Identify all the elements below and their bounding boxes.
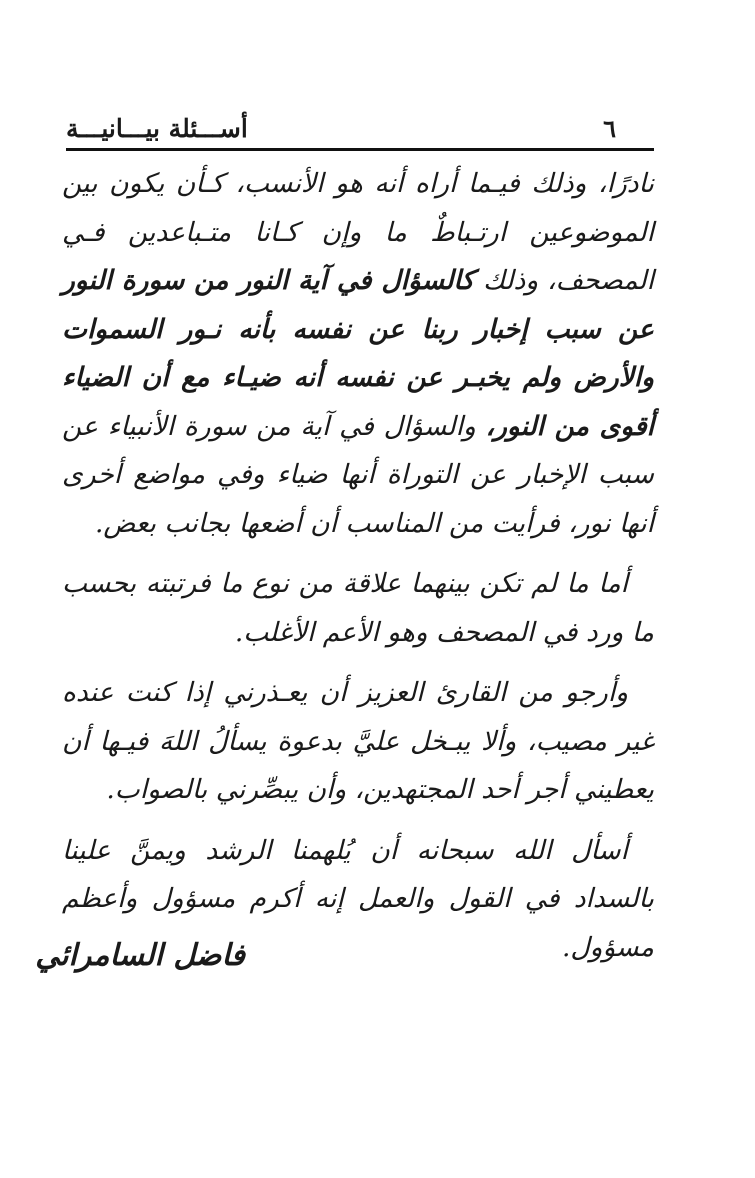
page-number: ٦ xyxy=(603,114,616,143)
paragraph-2-text: أما ما لم تكن بينهما علاقة من نوع ما فرتبته بحسب ما ورد في المصحف وهو الأعم الأغلب. xyxy=(62,568,654,648)
paragraph-1 xyxy=(62,160,654,548)
paragraph-3 xyxy=(62,669,654,815)
header-rule xyxy=(66,148,654,151)
running-header xyxy=(66,112,654,152)
paragraph-3-text: وأرجو من القارئ العزيز أن يعـذرني إذا كنت عنده غير مصيب، وألا يبـخل عليَّ بدعوة يسألُ اللهَ فيـها أن يعطيني أجر أحد المجتهدين، وأن يبصِّرني بالصواب. xyxy=(62,677,654,805)
author-signature: فاضل السامرائي xyxy=(35,938,245,973)
header-title: أســـئلة بيـــانيـــة xyxy=(66,114,248,143)
body-text xyxy=(62,160,654,972)
paragraph-1-emphasis: كالسؤال في آية النور من سورة النور عن سبب إخبار ربنا عن نفسه بأنه نـور السموات والأرض ولم يخبـر عن نفسه أنه ضيـاء مع أن الضياء أقوى من النور، xyxy=(62,265,655,442)
paragraph-1-rest: والسؤال في آية من سورة الأنبياء عن سبب الإخبار عن التوراة أنها ضياء وفي مواضع أخرى أنها نور، فرأيت من المناسب أن أضعها بجانب بعض. xyxy=(62,410,654,539)
paragraph-4-text: أسأل الله سبحانه أن يُلهمنا الرشد ويمنَّ علينا بالسداد في القول والعمل إنه أكرم مسؤول وأعظم مسؤول. xyxy=(62,834,654,963)
paragraph-2 xyxy=(62,560,654,657)
paragraph-1-intro: نادرًا، وذلك فيـما أراه أنه هو الأنسب، كـأن يكون بين الموضوعين ارتـباطٌ ما وإن كـانا متـباعدين فـي المصحف، وذلك xyxy=(62,168,654,296)
